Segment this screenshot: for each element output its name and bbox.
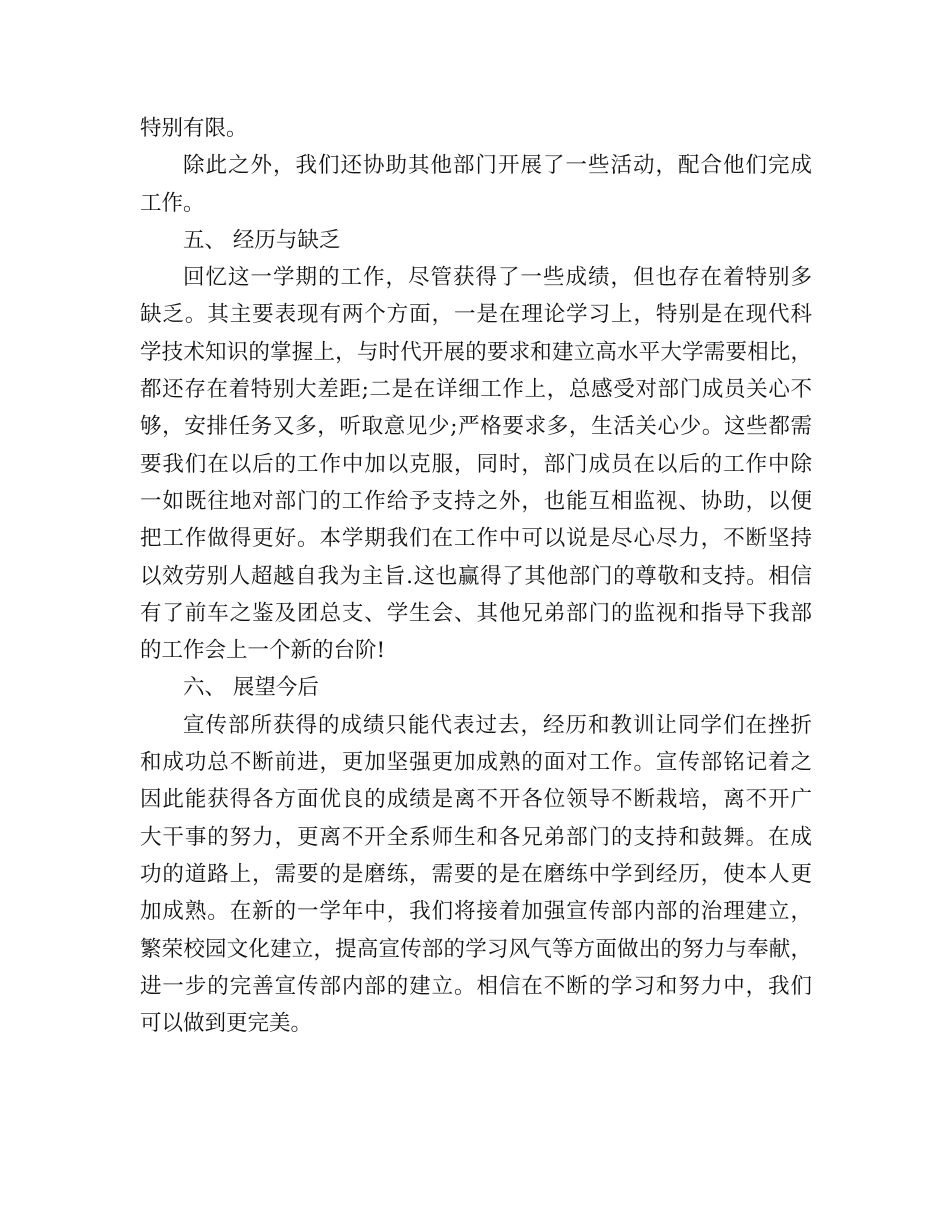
text-line: 五、 经历与缺乏 (183, 227, 341, 253)
text-line: 以效劳别人超越自我为主旨.这也赢得了其他部门的尊敬和支持。相信 (140, 563, 812, 589)
text-line: 宣传部所获得的成绩只能代表过去，经历和教训让同学们在挫折 (183, 712, 812, 738)
text-line: 有了前车之鉴及团总支、学生会、其他兄弟部门的监视和指导下我部 (140, 600, 812, 626)
text-line: 要我们在以后的工作中加以克服，同时，部门成员在以后的工作中除 (140, 451, 812, 477)
text-line: 因此能获得各方面优良的成绩是离不开各位领导不断栽培，离不开广 (140, 787, 812, 813)
text-line: 学技术知识的掌握上，与时代开展的要求和建立高水平大学需要相比， (140, 339, 812, 365)
text-line: 和成功总不断前进，更加坚强更加成熟的面对工作。宣传部铭记着之 (140, 750, 812, 776)
text-line: 进一步的完善宣传部内部的建立。相信在不断的学习和努力中，我们 (140, 973, 812, 999)
text-line: 一如既往地对部门的工作给予支持之外，也能互相监视、协助，以便 (140, 488, 812, 514)
text-line: 可以做到更完美。 (140, 1011, 313, 1037)
text-line: 工作。 (140, 190, 205, 216)
text-line: 加成熟。在新的一学年中，我们将接着加强宣传部内部的治理建立， (140, 899, 812, 925)
text-line: 六、 展望今后 (183, 675, 319, 701)
text-line: 都还存在着特别大差距;二是在详细工作上，总感受对部门成员关心不 (140, 377, 812, 403)
text-line: 除此之外，我们还协助其他部门开展了一些活动，配合他们完成 (183, 153, 812, 179)
text-line: 回忆这一学期的工作，尽管获得了一些成绩，但也存在着特别多 (183, 265, 812, 291)
text-line: 缺乏。其主要表现有两个方面，一是在理论学习上，特别是在现代科 (140, 302, 812, 328)
text-line: 特别有限。 (140, 116, 248, 141)
text-line: 功的道路上，需要的是磨练，需要的是在磨练中学到经历，使本人更 (140, 861, 812, 887)
text-line: 的工作会上一个新的台阶! (140, 638, 386, 664)
text-line: 够，安排任务又多，听取意见少;严格要求多，生活关心少。这些都需 (140, 414, 812, 440)
document-page (140, 110, 812, 1042)
text-line: 繁荣校园文化建立，提高宣传部的学习风气等方面做出的努力与奉献， (140, 936, 812, 962)
text-line: 大干事的努力，更离不开全系师生和各兄弟部门的支持和鼓舞。在成 (140, 824, 812, 850)
text-line: 把工作做得更好。本学期我们在工作中可以说是尽心尽力，不断坚持 (140, 526, 812, 552)
